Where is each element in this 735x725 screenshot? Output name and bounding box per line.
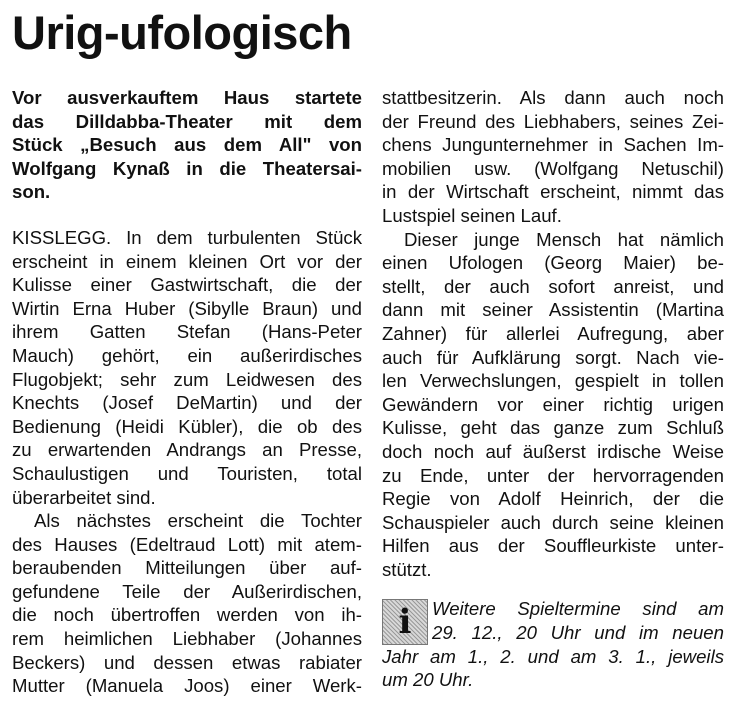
text-line: Flugobjekt; sehr zum Leidwesen des (12, 368, 362, 390)
left-column (12, 86, 362, 698)
text-line: Als nächstes erscheint die Tochter (34, 510, 362, 532)
body-paragraph-4 (382, 228, 724, 582)
info-icon: i (382, 599, 428, 645)
lead-line: Vor ausverkauftem Haus startete (12, 87, 362, 108)
info-box (382, 597, 724, 691)
info-line: um 20 Uhr. (382, 669, 474, 691)
text-line: auch für Aufklärung sorgt. Nach vie- (382, 346, 724, 368)
text-line: len Verwechslungen, gespielt in tollen (382, 370, 724, 392)
text-line: Zahner) für allerlei Aufregung, aber (382, 322, 724, 344)
text-line: in der Wirtschaft erscheint, nimmt das (382, 181, 724, 203)
lead-line: Wolfgang Kynaß in die Theatersai- (12, 157, 362, 179)
text-line: Kulisse, geht das ganze zum Schluß (382, 417, 724, 439)
text-line: zu Ende, unter der hervorragenden (382, 464, 724, 486)
lead-paragraph (12, 86, 362, 204)
text-line: Bedienung (Heidi Kübler), die ob des (12, 415, 362, 437)
lead-line: son. (12, 181, 51, 203)
lead-line: Stück „Besuch aus dem All" von (12, 134, 362, 156)
text-line: Knechts (Josef DeMartin) und der (12, 392, 362, 414)
article-headline: Urig-ufologisch (12, 6, 352, 59)
text-line: beraubenden Mitteilungen über auf- (12, 557, 362, 579)
text-line: Gewändern vor einer richtig urigen (382, 393, 724, 415)
text-line: Hilfen aus der Souffleurkiste unter- (382, 535, 724, 557)
text-line: rem heimlichen Liebhaber (Johannes (12, 628, 362, 650)
text-line: ihrem Gatten Stefan (Hans-Peter (12, 321, 362, 343)
text-line: Kulisse einer Gastwirtschaft, die der (12, 274, 362, 296)
text-line: einen Ufologen (Georg Maier) be- (382, 252, 724, 274)
text-line: doch noch auf äußerst irdische Weise (382, 440, 724, 462)
text-line: dann mit seiner Assistentin (Martina (382, 299, 724, 321)
text-line: Lustspiel seinen Lauf. (382, 204, 562, 226)
text-line: der Freund des Liebhabers, seines Zei- (382, 110, 724, 132)
info-line: 29. 12., 20 Uhr und im neuen (432, 622, 724, 644)
right-column (382, 86, 724, 692)
text-line: Dieser junge Mensch hat nämlich (404, 228, 724, 250)
text-line: stattbesitzerin. Als dann auch noch (382, 87, 724, 108)
text-line: erscheint in einem kleinen Ort vor der (12, 250, 362, 272)
text-line: Mauch) gehört, ein außerirdisches (12, 344, 362, 366)
body-paragraph-1 (12, 226, 362, 509)
text-line: KISSLEGG. In dem turbulenten Stück (12, 226, 362, 248)
info-line: Jahr am 1., 2. und am 3. 1., jeweils (382, 645, 724, 667)
text-line: stellt, der auch sofort anreist, und (382, 275, 724, 297)
text-line: gefundene Teile der Außerirdischen, (12, 580, 362, 602)
text-line: des Hauses (Edeltraud Lott) mit atem- (12, 533, 362, 555)
lead-line: das Dilldabba-Theater mit dem (12, 110, 362, 132)
text-line: Regie von Adolf Heinrich, der die (382, 488, 724, 510)
text-line: mobilien usw. (Wolfgang Netuschil) (382, 157, 724, 179)
body-paragraph-2 (12, 509, 362, 698)
text-line: überarbeitet sind. (12, 486, 156, 508)
text-line: Mutter (Manuela Joos) einer Werk- (12, 675, 362, 697)
text-line: Beckers) und dessen etwas rabiater (12, 651, 362, 673)
text-line: Wirtin Erna Huber (Sibylle Braun) und (12, 297, 362, 319)
info-line: Weitere Spieltermine sind am (432, 598, 724, 620)
text-line: Schaulustigen und Touristen, total (12, 462, 362, 484)
text-line: stützt. (382, 558, 432, 580)
body-paragraph-3 (382, 86, 724, 228)
text-line: die noch übertroffen werden von ih- (12, 604, 362, 626)
text-line: zu erwartenden Andrangs an Presse, (12, 439, 362, 461)
text-line: Schauspieler auch durch seine kleinen (382, 511, 724, 533)
text-line: chens Jungunternehmer in Sachen Im- (382, 134, 724, 156)
